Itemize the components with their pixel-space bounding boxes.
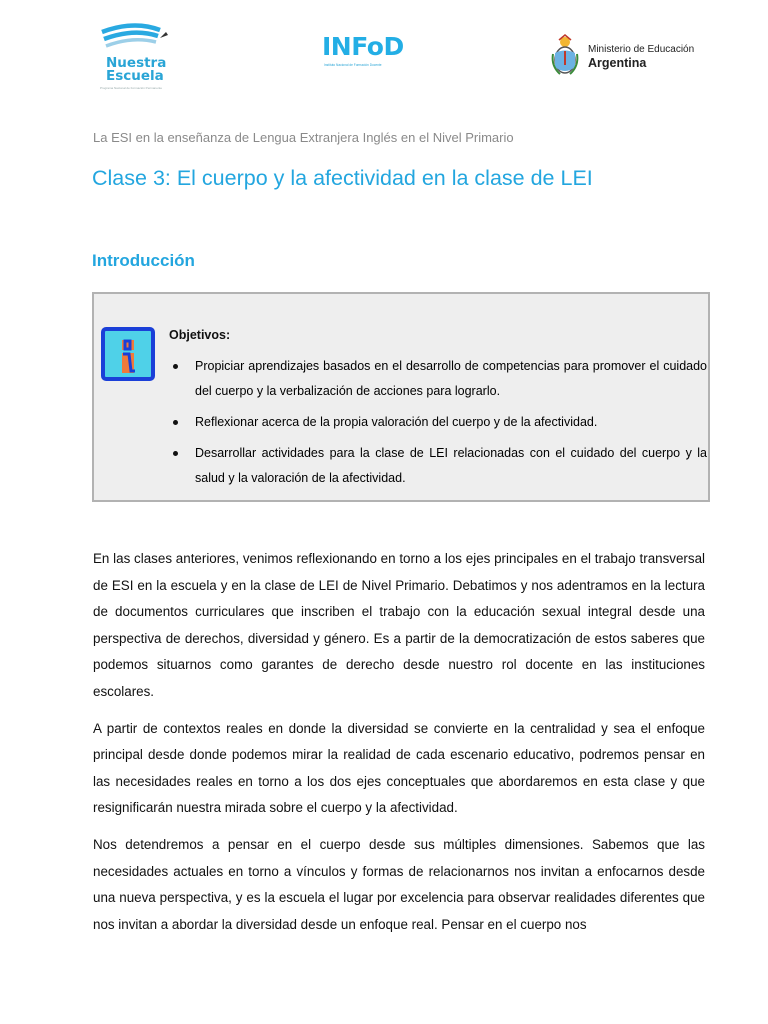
infod-wordmark: INFoD (322, 32, 404, 61)
bullet-icon (173, 451, 178, 456)
nuestra-escuela-stripes-icon (98, 22, 178, 56)
logo-line-1: Nuestra (106, 55, 167, 71)
infod-logo (320, 32, 420, 74)
section-title: Introducción (92, 251, 195, 270)
paragraph: En las clases anteriores, venimos reflexionando en torno a los ejes principales en el trabajo transversal de ESI en la escuela y en la clase de LEI de Nivel Primario. Debatimos y nos adentramos en la lectura de documentos curriculares que inscriben el trabajo con la educación sexual integral desde una perspectiva de derechos, diversidad y género. Es a partir de la democratización de estos saberes que podemos situarnos como garantes de derecho desde nuestro rol docente en las instituciones escolares. (93, 551, 705, 699)
objective-text: Desarrollar actividades para la clase de LEI relacionadas con el cuidado del cuerpo y la salud y la valoración de la afectividad. (195, 446, 707, 485)
infod-subtitle: Instituto Nacional de Formación Docente (324, 63, 382, 67)
ministerio-logo (550, 34, 700, 78)
objectives-label: Objetivos: (169, 328, 231, 342)
ministerio-line-1: Ministerio de Educación (588, 44, 695, 55)
objective-item (169, 354, 707, 404)
bullet-icon (173, 420, 178, 425)
course-title: La ESI en la enseñanza de Lengua Extranjera Inglés en el Nivel Primario (93, 130, 514, 145)
objectives-box (92, 292, 710, 502)
info-icon (101, 327, 155, 383)
objective-text: Propiciar aprendizajes basados en el desarrollo de competencias para promover el cuidado del cuerpo y la verbalización de acciones para lograrlo. (195, 359, 707, 398)
nuestra-escuela-logo (92, 22, 182, 94)
objective-text: Reflexionar acerca de la propia valoración del cuerpo y de la afectividad. (195, 415, 598, 429)
objective-item (169, 441, 707, 491)
logo-line-2: Escuela (106, 68, 164, 84)
objectives-list (169, 354, 707, 497)
class-title: Clase 3: El cuerpo y la afectividad en la clase de LEI (92, 166, 593, 190)
argentina-coat-of-arms-icon (550, 34, 580, 78)
paragraph: A partir de contextos reales en donde la diversidad se convierte en la centralidad y sea el enfoque principal desde donde podemos mirar la realidad de cada escenario educativo, podremos pensar en las necesidades reales en torno a los dos ejes conceptuales que abordaremos en esta clase y que resignificarán nuestra mirada sobre el cuerpo y la afectividad. (93, 720, 705, 816)
logo-tagline: Programa Nacional de Formación Permanente (100, 86, 163, 90)
objective-item (169, 410, 707, 435)
body-text (93, 546, 705, 948)
ministerio-line-2: Argentina (588, 56, 647, 70)
paragraph: Nos detendremos a pensar en el cuerpo desde sus múltiples dimensiones. Sabemos que las necesidades actuales en torno a vínculos y formas de relacionarnos nos invitan a enfocarnos desde una nueva perspectiva, y es la escuela el lugar por excelencia para observar realidades diferentes que nos invitan a abordar la diversidad desde un enfoque real. Pensar en el cuerpo nos (93, 836, 705, 932)
bullet-icon (173, 364, 178, 369)
